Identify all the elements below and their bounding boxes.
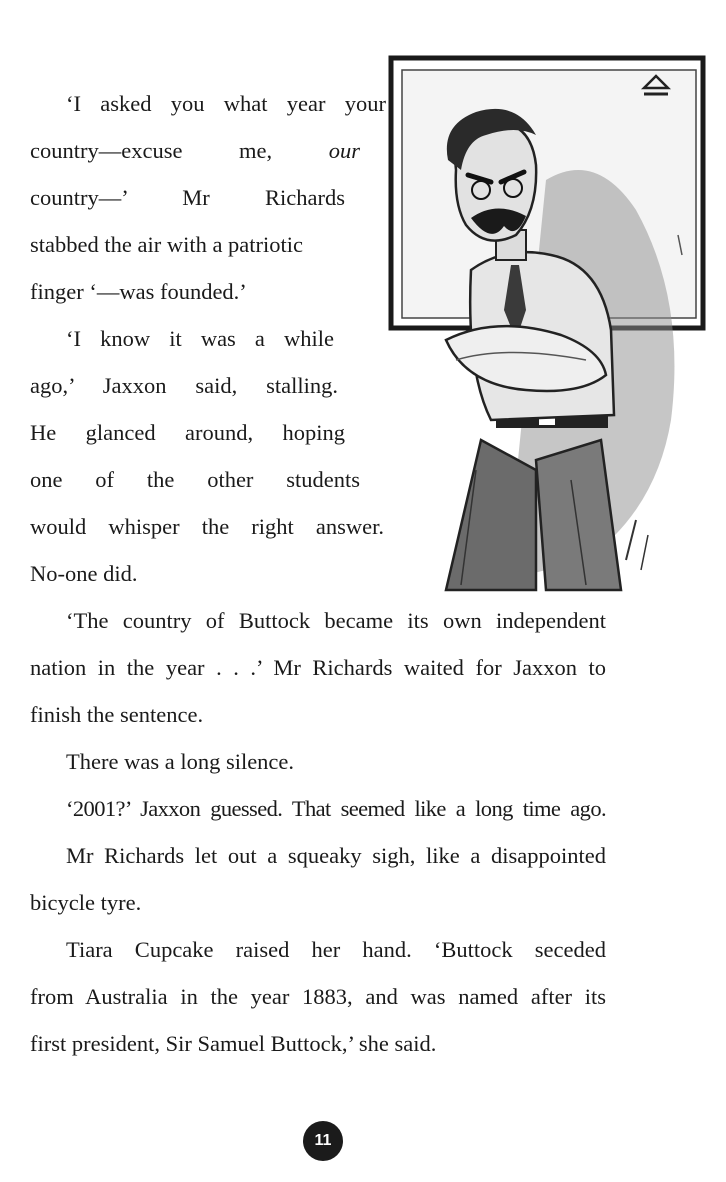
text-line: bicycle tyre. <box>30 890 142 915</box>
text-line: stabbed the air with a patriotic <box>30 232 304 257</box>
text-line: country—excuse me, our <box>30 138 360 163</box>
text-line: Tiara Cupcake raised her hand. ‘Buttock seceded <box>66 937 606 962</box>
text-line: ago,’ Jaxxon said, stalling. <box>30 373 338 398</box>
text-line: from Australia in the year 1883, and was named after its <box>30 984 606 1009</box>
text-line: ‘I know it was a while <box>66 326 334 351</box>
page-number-badge: 11 <box>303 1121 343 1161</box>
text-line: Mr Richards let out a squeaky sigh, like a disappointed <box>66 843 606 868</box>
text-line: first president, Sir Samuel Buttock,’ she said. <box>30 1031 437 1056</box>
emphasis-our: our <box>328 138 360 163</box>
text-line: There was a long silence. <box>66 749 295 774</box>
text-line: No-one did. <box>30 561 138 586</box>
text-line: nation in the year . . .’ Mr Richards waited for Jaxxon to <box>30 655 606 680</box>
text-line: would whisper the right answer. <box>30 514 384 539</box>
text-line: finger ‘—was founded.’ <box>30 279 247 304</box>
text-line: finish the sentence. <box>30 702 204 727</box>
teacher-at-whiteboard-illustration <box>386 40 706 595</box>
text-line: He glanced around, hoping <box>30 420 345 445</box>
text-line: ‘I asked you what year your <box>66 91 386 116</box>
text-line: one of the other students <box>30 467 360 492</box>
text-line: country—’ Mr Richards <box>30 185 345 210</box>
text-line: ‘2001?’ Jaxxon guessed. That seemed like a long time ago. <box>66 796 606 821</box>
text-line: ‘The country of Buttock became its own independent <box>66 608 606 633</box>
